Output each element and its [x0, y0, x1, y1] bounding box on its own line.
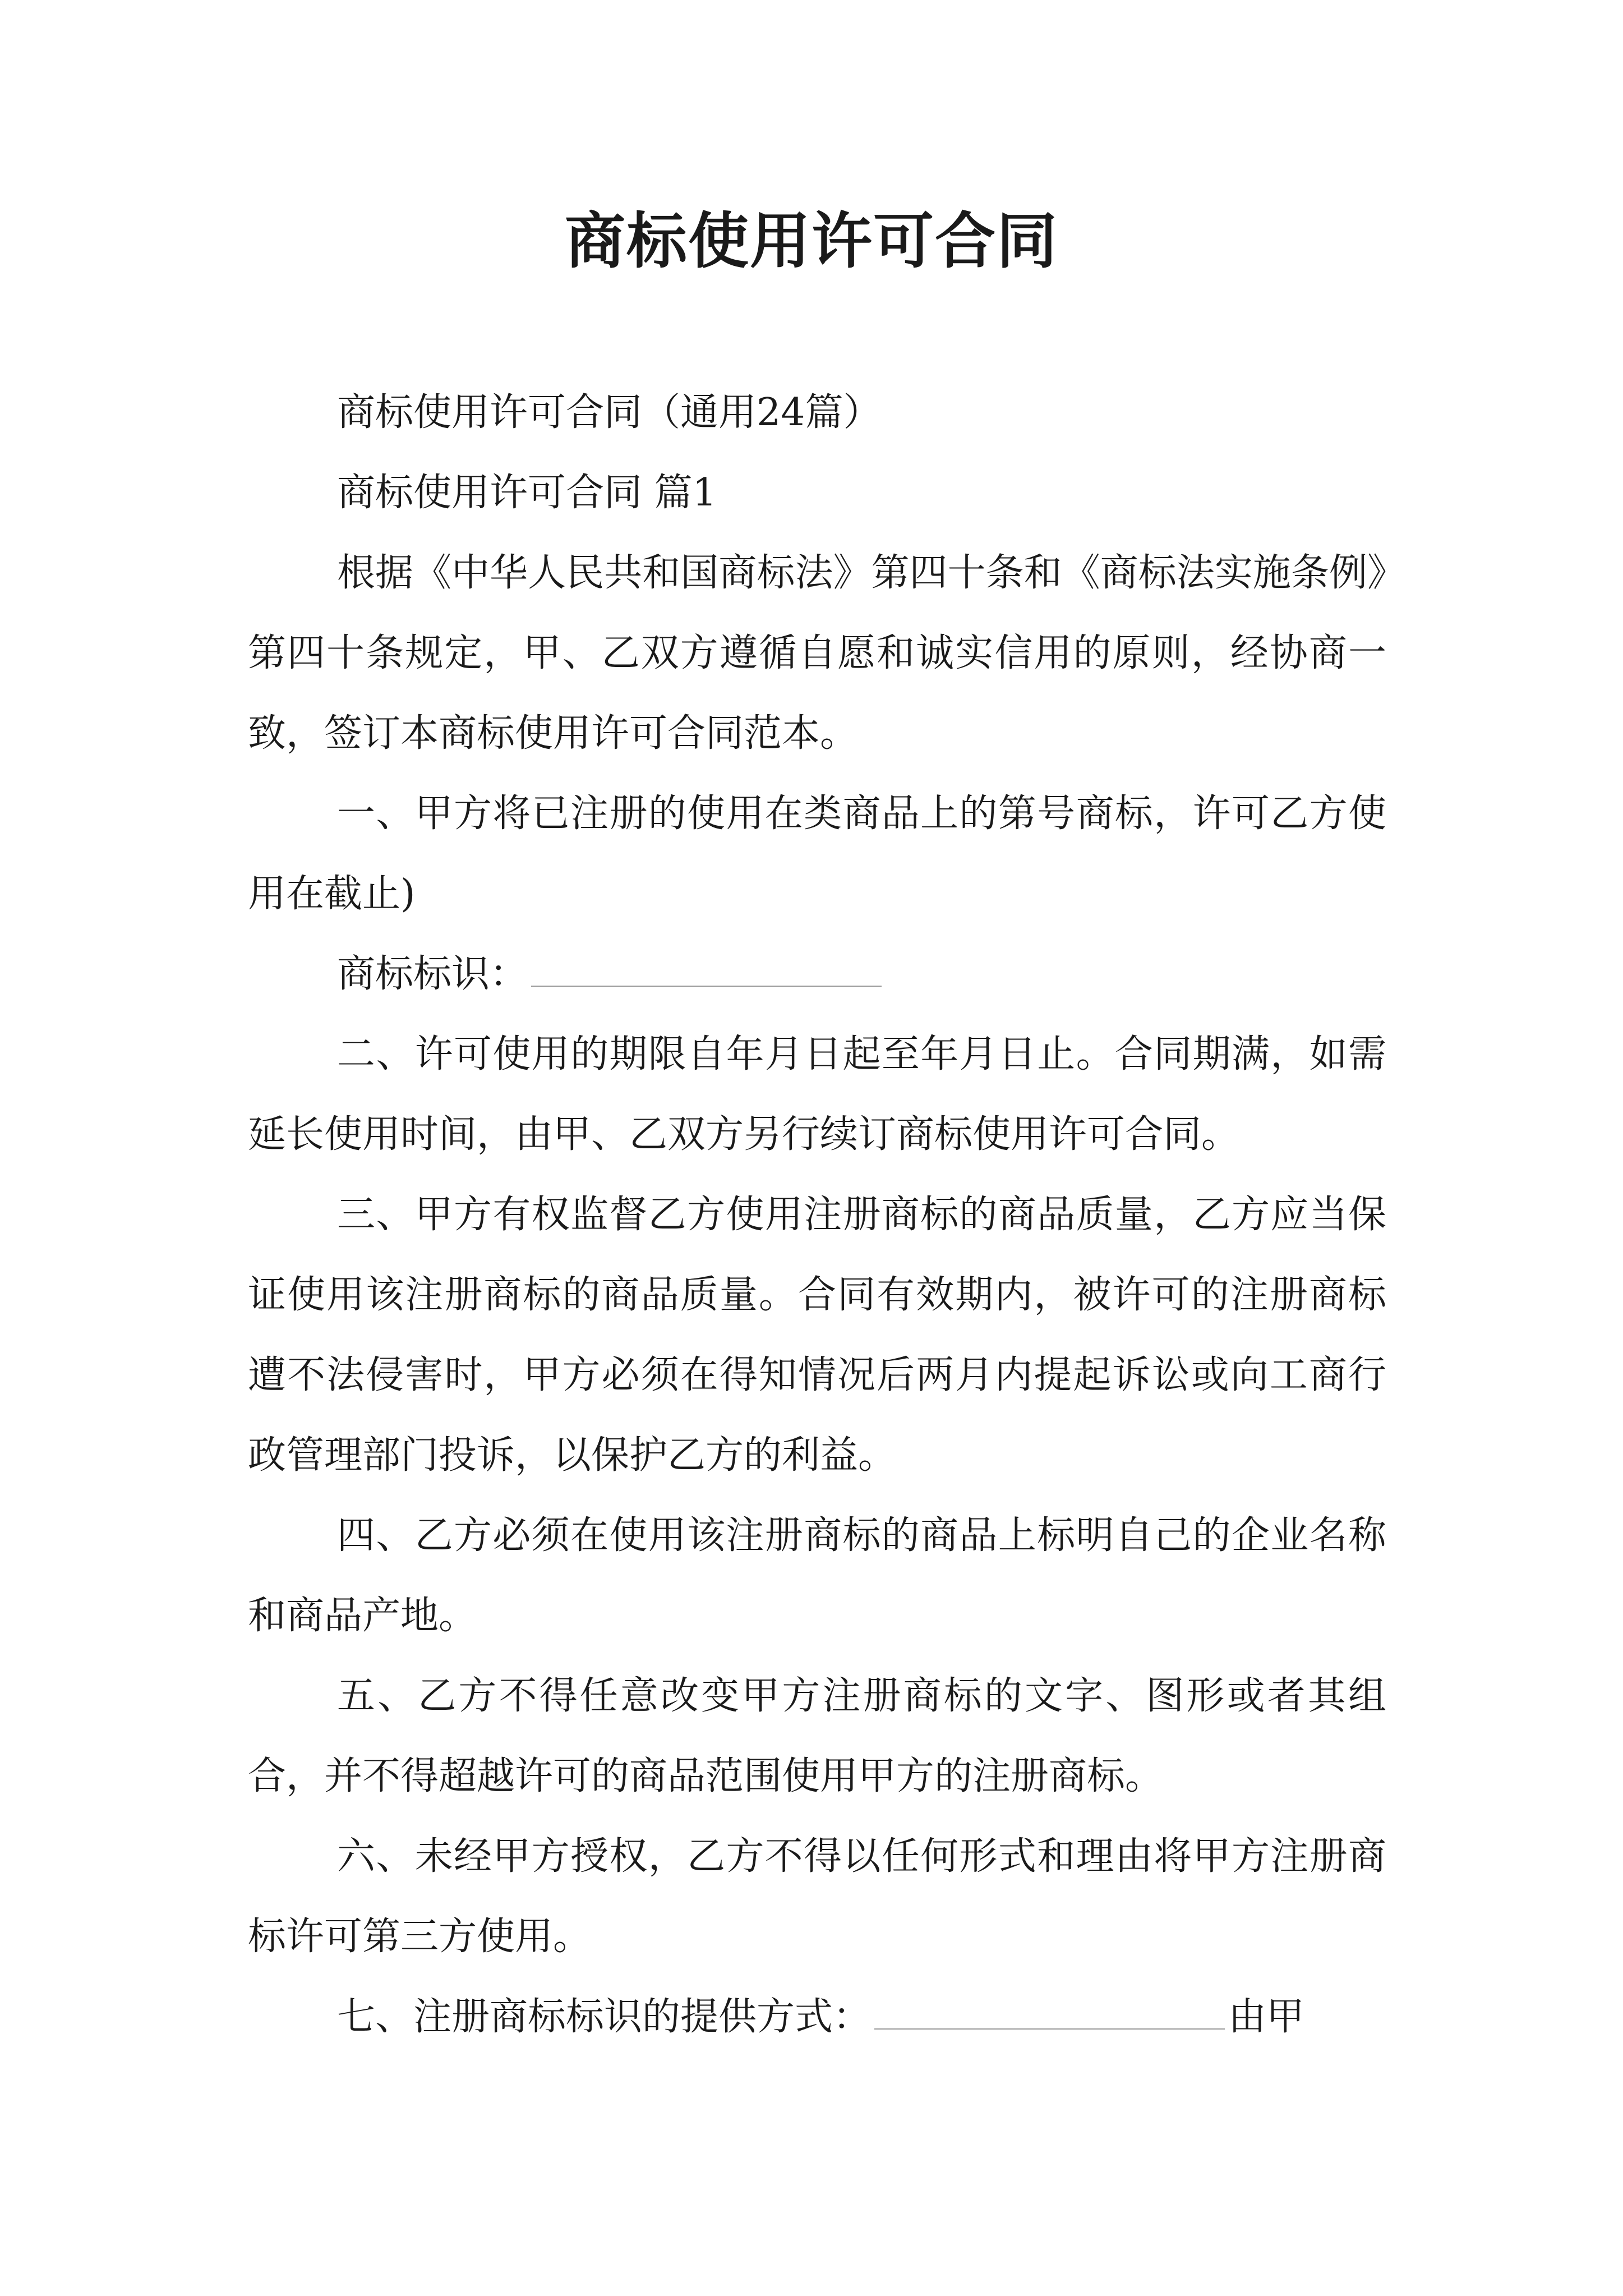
article-heading: 商标使用许可合同 篇1 [337, 471, 717, 515]
document-title: 商标使用许可合同 [564, 206, 1058, 277]
clause-7-blank-line [874, 2000, 1225, 2030]
document-body [248, 372, 1386, 2057]
paragraph-clause-6: 六、未经甲方授权，乙方不得以任何形式和理由将甲方注册商标许可第三方使用。 [248, 1834, 1386, 1959]
clause-7-suffix: 由甲 [1228, 1995, 1305, 2039]
trademark-label: 商标标识： [337, 952, 528, 996]
paragraph-clause-2: 二、许可使用的期限自年月日起至年月日止。合同期满，如需延长使用时间，由甲、乙双方另行续订商标使用许可合同。 [248, 1032, 1386, 1157]
paragraph-clause-1: 一、甲方将已注册的使用在类商品上的第号商标，许可乙方使用在截止) [248, 792, 1386, 916]
paragraph-clause-4: 四、乙方必须在使用该注册商标的商品上标明自己的企业名称和商品产地。 [248, 1513, 1386, 1638]
paragraph-clause-5: 五、乙方不得任意改变甲方注册商标的文字、图形或者其组合，并不得超越许可的商品范围使用甲方的注册商标。 [248, 1674, 1386, 1798]
paragraph-intro: 根据《中华人民共和国商标法》第四十条和《商标法实施条例》第四十条规定，甲、乙双方遵循自愿和诚实信用的原则，经协商一致，签订本商标使用许可合同范本。 [248, 551, 1386, 756]
paragraph-clause-7 [248, 1977, 1386, 2057]
paragraph-trademark-label [248, 934, 1386, 1014]
subtitle: 商标使用许可合同（通用24篇） [337, 390, 882, 435]
trademark-blank-line [531, 958, 882, 987]
clause-7-label: 七、注册商标标识的提供方式： [337, 1995, 872, 2039]
paragraph-clause-3: 三、甲方有权监督乙方使用注册商标的商品质量，乙方应当保证使用该注册商标的商品质量。合同有效期内，被许可的注册商标遭不法侵害时，甲方必须在得知情况后两月内提起诉讼或向工商行政管理部门投诉，以保护乙方的利益。 [248, 1193, 1386, 1478]
